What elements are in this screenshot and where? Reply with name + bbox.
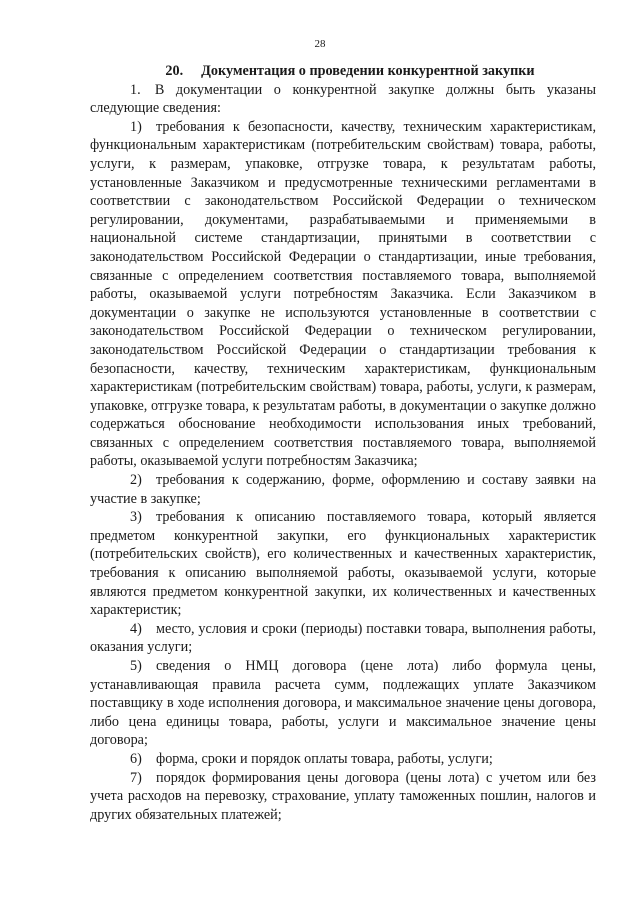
- document-body: [90, 62, 596, 824]
- list-item-6: 6) форма, сроки и порядок оплаты товара, работы, услуги;: [130, 750, 493, 767]
- section-number: 20.: [165, 63, 184, 79]
- section-heading: [90, 62, 596, 81]
- list-item-7: 7) порядок формирования цены договора (цены лота) с учетом или без учета расходов на перевозку, страхование, уплату таможенных пошлин, налогов и других обязательных платежей;: [90, 769, 596, 823]
- list-item-3: 3) требования к описанию поставляемого товара, который является предметом конкурентной закупки, его функциональных характеристик (потребительских свойств), его количественных и качественных характеристик, требования к описанию выполняемой работы, оказываемой услуги, которые являются предметом конкурентной закупки, их количественных и качественных характеристик;: [90, 509, 596, 619]
- list-item-5: 5) сведения о НМЦ договора (цене лота) либо формула цены, устанавливающая правила расчета сумм, подлежащих уплате Заказчиком поставщику в ходе исполнения договора, и максимальное значение цены договора, либо цена единицы товара, работы, услуги и максимальное значение цены договора;: [90, 658, 596, 749]
- paragraph-intro: 1. В документации о конкурентной закупке должны быть указаны следующие сведения:: [90, 81, 596, 117]
- list-item-2: 2) требования к содержанию, форме, оформлению и составу заявки на участие в закупке;: [90, 472, 596, 507]
- page-number: 28: [314, 38, 326, 50]
- section-title: Документация о проведении конкурентной закупки: [201, 63, 535, 79]
- list-item-1: 1) требования к безопасности, качеству, техническим характеристикам, функциональным характеристикам (потребительским свойствам) товара, работы, услуги, к размерам, упаковке, отгрузке товара, к результатам работы, установленные Заказчиком и предусмотренные техническими регламентами в соответствии с законодательством Российской Федерации о техническом регулировании, документами, разрабатываемыми и применяемыми в национальной системе стандартизации, принятыми в соответствии с законодательством Российской Федерации о стандартизации, иные требования, связанные с определением соответствия поставляемого товара, выполняемой работы, оказываемой услуги потребностям Заказчика. Если Заказчиком в документации о закупке не используются установленные в соответствии с законодательством Российской Федерации о техническом регулировании, законодательством Российской Федерации о стандартизации требования к безопасности, качеству, техническим характеристикам, функциональным характеристикам (потребительским свойствам) товара, работы, услуги, к размерам, упаковке, отгрузке товара, к результатам работы, в документации о закупке должно содержаться обоснование необходимости использования иных требований, связанных с определением соответствия поставляемого товара, выполняемой работы, оказываемой услуги потребностям Заказчика;: [90, 118, 596, 470]
- list-item-4: 4) место, условия и сроки (периоды) поставки товара, выполнения работы, оказания услуги;: [90, 620, 596, 656]
